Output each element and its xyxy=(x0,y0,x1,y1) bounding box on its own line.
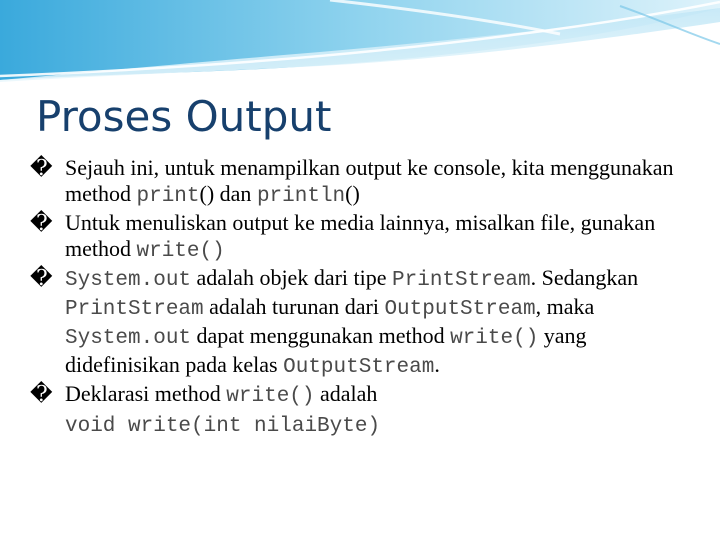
code-text: PrintStream xyxy=(65,298,204,321)
bullet-marker-icon: � xyxy=(30,210,53,235)
bullet-marker-icon: � xyxy=(30,155,53,180)
code-text: System.out xyxy=(65,327,192,350)
bullet-marker-icon: � xyxy=(30,265,53,290)
code-text: write() xyxy=(136,240,225,263)
code-text: print xyxy=(136,185,200,208)
bullet-text: adalah objek dari tipe xyxy=(191,265,393,290)
slide-title: Proses Output xyxy=(36,92,332,141)
code-text: System.out xyxy=(65,269,192,292)
bullet-text: () dan xyxy=(199,181,257,206)
bullet-item xyxy=(30,155,690,210)
code-text: PrintStream xyxy=(392,269,531,292)
bullet-text: . Sedangkan xyxy=(530,265,639,290)
bullet-text: dapat menggunakan method xyxy=(191,323,451,348)
bullet-text: . xyxy=(434,352,440,377)
bullet-text: adalah turunan dari xyxy=(203,294,385,319)
code-text: write() xyxy=(450,327,539,350)
code-text: write() xyxy=(226,385,315,408)
bullet-text: , maka xyxy=(535,294,595,319)
bullet-text: Deklarasi method xyxy=(65,381,227,406)
code-text: OutputStream xyxy=(283,356,435,379)
bullet-item xyxy=(30,210,690,265)
bullet-text: () xyxy=(345,181,360,206)
bullet-item xyxy=(30,265,690,381)
bullet-text: Sejauh ini, untuk menampilkan output ke console, kita menggunakan method xyxy=(65,155,674,206)
code-text: println xyxy=(256,185,346,208)
code-text: OutputStream xyxy=(384,298,536,321)
bullet-marker-icon: � xyxy=(30,381,53,406)
bullet-list xyxy=(30,155,690,440)
code-block: void write(int nilaiByte) xyxy=(65,415,381,438)
bullet-text: Untuk menuliskan output ke media lainnya, misalkan file, gunakan method xyxy=(65,210,656,261)
header-swoosh-banner xyxy=(0,0,720,90)
bullet-text: adalah xyxy=(314,381,378,406)
bullet-text: yang didefinisikan pada kelas xyxy=(65,323,587,377)
bullet-item xyxy=(30,381,690,440)
